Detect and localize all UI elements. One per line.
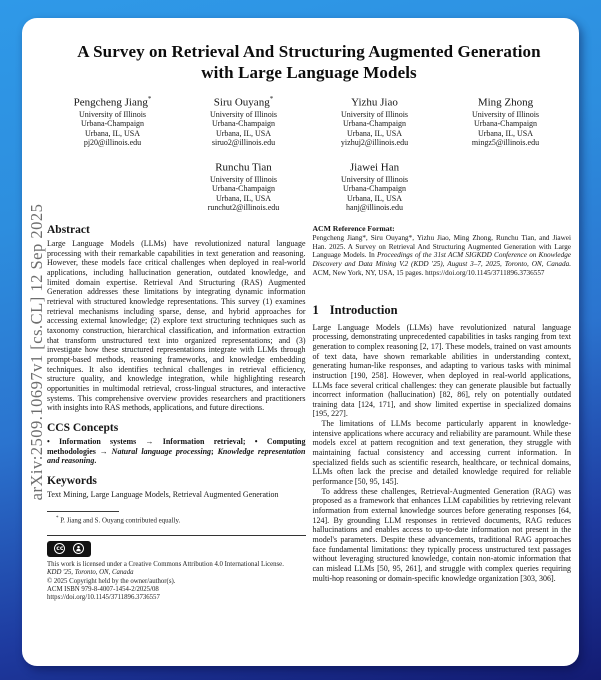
author-name-text: Siru Ouyang: [213, 96, 270, 109]
author-affiliation: University of Illinois: [340, 174, 409, 184]
license-isbn: ACM ISBN 979-8-4007-1454-2/2025/08: [47, 586, 159, 594]
author-name: [440, 93, 571, 110]
license-block: [47, 561, 306, 603]
author-location: Urbana, IL, USA: [215, 193, 272, 203]
author-affiliation: Urbana-Champaign: [80, 119, 145, 129]
author-block: [47, 93, 178, 148]
introduction-heading: [313, 303, 572, 318]
keywords-text: Text Mining, Large Language Models, Retrieval Augmented Generation: [47, 489, 279, 499]
paper-title-line1: A Survey on Retrieval And Structuring Augmented Generation: [77, 42, 541, 61]
acm-reference-heading: ACM Reference Format:: [312, 224, 395, 234]
author-location: Urbana, IL, USA: [84, 128, 141, 138]
author-name: [178, 93, 309, 110]
section-number: 1: [312, 302, 319, 317]
acm-ref-part[interactable]: ACM, New York, NY, USA, 15 pages. https://doi.org/10.1145/3711896.3736557: [312, 268, 545, 277]
author-affiliation: University of Illinois: [78, 109, 147, 119]
footnote-text: [47, 515, 306, 525]
section-title: Introduction: [329, 302, 398, 317]
cc-license-badge: [47, 541, 91, 557]
introduction-paragraph-1: Large Language Models (LLMs) have revolutionized natural language processing, demonstrating unprecedented capabilities in tasks ranging from text generation to complex reasoning [2, 17]. These models, trained on vast amounts of text data, have shown remarkable abilities in understanding context, generating human-like responses, and adapting to various tasks with minimal instruction [190, 258]. However, when deployed in real-world applications, LLMs face several critical challenges: they can generate plausible but factually incorrect information (hallucination) [82, 86], rely on potentially outdated training data [124, 171], and show limited expertise in specialized domains [195, 227].: [312, 322, 571, 419]
ccs-concepts-text: [47, 437, 306, 466]
cc-by-person-icon: [73, 543, 84, 554]
acm-ref-venue: Proceedings of the 31st ACM SIGKDD Conference on Knowledge Discovery and Data Mining V.2 (KDD '25), August 3–7, 2025, Toronto, ON, Canada.: [312, 251, 571, 269]
author-name: [309, 93, 440, 110]
author-email: hanj@illinois.edu: [346, 203, 403, 213]
author-block: [178, 158, 309, 213]
ccs-part: Natural language processing: [111, 446, 212, 456]
acm-reference-text: [313, 234, 572, 278]
ccs-part: • Information systems → Information retrieval; • Computing methodologies →: [47, 436, 306, 456]
license-copyright: © 2025 Copyright held by the owner/author(s).: [47, 577, 176, 585]
acm-ref-part: Pengcheng Jiang*, Siru Ouyang*, Yizhu Jiao, Ming Zhong, Runchu Tian, and Jiawei Han. 2025. A Survey on Retrieval And Structuring Augmented Generation with Large Language Models. In: [312, 234, 571, 260]
author-affiliation: Urbana-Champaign: [342, 119, 407, 129]
author-name-text: Ming Zhong: [477, 96, 534, 109]
author-affiliation: University of Illinois: [209, 174, 278, 184]
two-column-body: [47, 224, 571, 603]
author-name: [309, 158, 440, 175]
author-affiliation: Urbana-Champaign: [342, 184, 407, 194]
author-name: [47, 93, 178, 110]
author-affiliation: Urbana-Champaign: [211, 184, 276, 194]
author-block: [440, 93, 571, 148]
cc-icon: [54, 543, 65, 554]
introduction-paragraph-3: To address these challenges, Retrieval-Augmented Generation (RAG) was proposed as a framework that enhances LLM capabilities by retrieving relevant information from external knowledge sources before generating responses [64, 124]. By grounding LLM responses in retrieved documents, RAG reduces hallucinations and enables access to up-to-date information not present in the model's parameters. Despite these advancements, traditional RAG approaches face fundamental limitations: they typically process unstructured text passages without leveraging structured knowledge, contain non-atomic information that can mislead LLMs [50, 95, 261], and struggle with complex queries requiring multi-hop reasoning or domain-specific knowledge organization [303, 306].: [312, 486, 571, 583]
keywords-heading: Keywords: [47, 474, 97, 487]
abstract-text: Large Language Models (LLMs) have revolutionized natural language processing with their remarkable capabilities in text generation and reasoning. However, these models face critical challenges when deployed in real-world applications, including hallucination generation, outdated knowledge, and limited domain expertise. Retrieval And Structuring (RAS) Augmented Generation addresses these limitations by integrating dynamic information retrieval with structured knowledge representations. This survey (1) examines retrieval mechanisms including sparse, dense, and hybrid approaches for accessing external knowledge; (2) explore text structuring techniques such as taxonomy construction, hierarchical classification, and information extraction that transform unstructured text into organized representations; and (3) investigate how these structured representations integrate with LLMs through prompt-based methods, reasoning frameworks, and knowledge embedding techniques. It also identifies technical challenges in retrieval efficiency, structure quality, and knowledge integration, while highlighting research opportunities in multimodal retrieval, cross-lingual structures, and interactive systems. This comprehensive overview provides researchers and practitioners with insights into RAS methods, applications, and future directions.: [47, 239, 306, 413]
author-affiliation: University of Illinois: [209, 109, 278, 119]
author-row-2: [47, 158, 571, 213]
license-separator-rule: [47, 535, 306, 536]
ccs-part: Knowledge representation and reasoning: [47, 446, 306, 466]
footnote-rule: [47, 511, 119, 512]
author-name-text: Pengcheng Jiang: [73, 96, 148, 109]
cc-icon-label: cc: [56, 544, 64, 552]
license-doi-link[interactable]: https://doi.org/10.1145/3711896.3736557: [47, 594, 160, 602]
author-email: yizhuj2@illinois.edu: [340, 138, 409, 148]
author-mark: *: [269, 95, 274, 103]
author-affiliation: Urbana-Champaign: [473, 119, 538, 129]
author-name-text: Runchu Tian: [215, 161, 272, 174]
license-venue: KDD '25, Toronto, ON, Canada: [47, 569, 134, 577]
paper-page: [22, 18, 579, 666]
author-location: Urbana, IL, USA: [346, 128, 403, 138]
author-name: [178, 158, 309, 175]
author-email: siruo2@illinois.edu: [211, 138, 276, 148]
author-affiliation: University of Illinois: [340, 109, 409, 119]
author-block: [309, 93, 440, 148]
author-email: pj20@illinois.edu: [83, 138, 142, 148]
author-block: [309, 158, 440, 213]
license-statement: This work is licensed under a Creative Commons Attribution 4.0 International License.: [47, 560, 284, 568]
paper-title-line2: with Large Language Models: [201, 63, 417, 82]
introduction-paragraph-2: The limitations of LLMs become particularly apparent in knowledge-intensive applications where accuracy and reliability are paramount. While these models excel at pattern recognition and text generation, they struggle with maintaining factual consistency and accessing current information. In specialized fields such as scientific research, healthcare, or technical domains, LLMs often lack the precise and detailed knowledge required for reliable performance [50, 95, 145].: [312, 419, 571, 487]
author-affiliation: Urbana-Champaign: [211, 119, 276, 129]
paper-title: [47, 41, 571, 83]
footnote-body: P. Jiang and S. Ouyang contributed equally.: [60, 516, 181, 524]
right-column: [313, 224, 572, 603]
author-block: [178, 93, 309, 148]
author-name-text: Yizhu Jiao: [351, 96, 398, 109]
ccs-heading: CCS Concepts: [47, 421, 119, 434]
arxiv-sidebar-stamp: arXiv:2509.10697v1 [cs.CL] 12 Sep 2025: [27, 203, 46, 501]
author-email: mingz5@illinois.edu: [471, 138, 540, 148]
author-location: Urbana, IL, USA: [346, 193, 403, 203]
person-glyph: [75, 545, 82, 552]
author-location: Urbana, IL, USA: [477, 128, 534, 138]
author-mark: *: [147, 95, 152, 103]
ccs-part: .: [94, 456, 97, 466]
abstract-heading: Abstract: [47, 224, 90, 237]
author-affiliation: University of Illinois: [471, 109, 540, 119]
author-name-text: Jiawei Han: [349, 161, 400, 174]
footnote-mark: *: [56, 515, 59, 521]
ccs-part: ;: [211, 446, 218, 456]
paper-content: [22, 18, 579, 666]
left-column: [47, 224, 306, 603]
author-email: runchut2@illinois.edu: [207, 203, 280, 213]
author-row-1: [47, 93, 571, 148]
author-location: Urbana, IL, USA: [215, 128, 272, 138]
